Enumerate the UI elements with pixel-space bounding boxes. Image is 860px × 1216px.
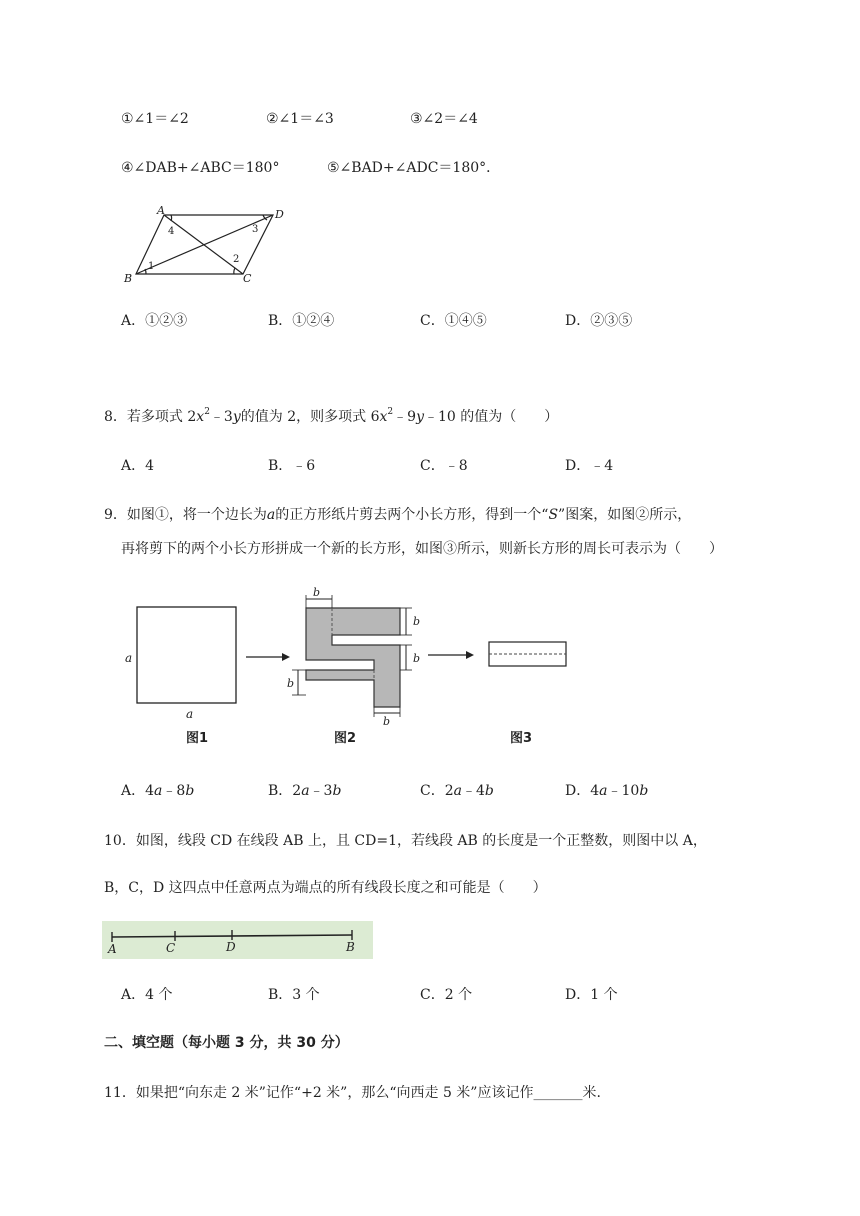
q8-option-c: C．﹣8: [420, 458, 468, 474]
q7-parallelogram-figure: [118, 202, 298, 287]
q9-option-a: A．4a﹣8b: [121, 783, 195, 799]
q10-label-D: D: [226, 940, 236, 954]
q9-caption-fig2: 图2: [334, 731, 357, 746]
q7-label-D: D: [275, 208, 284, 221]
fig1-label-a-bottom: a: [186, 707, 194, 721]
q7-option-c: C．①④⑤: [420, 313, 487, 329]
q7-option-b: B．①②④: [268, 313, 335, 329]
q7-statement-4: ④∠DAB+∠ABC＝180°: [121, 160, 280, 176]
fig2-label-b-right2: b: [413, 652, 421, 665]
q8-option-b: B．﹣6: [268, 458, 316, 474]
q10-label-B: B: [346, 940, 355, 954]
q9-option-d: D．4a﹣10b: [565, 783, 649, 799]
q7-option-d: D．②③⑤: [565, 313, 633, 329]
q9-option-c: C．2a﹣4b: [420, 783, 494, 799]
fig2-label-b-left: b: [287, 677, 295, 690]
q7-label-A: A: [157, 204, 165, 217]
fig2-label-b-bottom: b: [383, 715, 391, 728]
section-2-heading: 二、填空题（每小题 3 分，共 30 分）: [104, 1035, 349, 1051]
q10-segment-figure: [102, 921, 373, 959]
q9-option-b: B．2a﹣3b: [268, 783, 342, 799]
fig2-label-b-right1: b: [413, 615, 421, 628]
q9-question-line2: 再将剪下的两个小长方形拼成一个新的长方形，如图③所示，则新长方形的周长可表示为（ ）: [121, 541, 723, 557]
q10-option-d: D．1 个: [565, 987, 618, 1003]
q7-label-B: B: [124, 272, 133, 285]
q11-question: 11．如果把“向东走 2 米”记作“+2 米”，那么“向西走 5 米”应该记作_______米.: [104, 1085, 601, 1101]
q10-option-a: A．4 个: [121, 987, 173, 1003]
q9-question-line1: 9．如图①，将一个边长为a的正方形纸片剪去两个小长方形，得到一个“S”图案，如图②所示，: [104, 507, 692, 523]
q7-label-1: 1: [148, 261, 155, 272]
q8-option-d: D．﹣4: [565, 458, 614, 474]
q8-question: 8．若多项式 $2x^2﹣3y$的值为 2，则多项式 $6x^2﹣9y﹣10$ 的值为（ ）: [104, 407, 559, 425]
q9-figures: [110, 585, 580, 730]
q7-statement-3: ③∠2＝∠4: [410, 111, 478, 127]
q7-label-2: 2: [233, 254, 240, 265]
q7-statement-2: ②∠1＝∠3: [266, 111, 334, 127]
q7-label-3: 3: [252, 224, 259, 235]
q10-option-c: C．2 个: [420, 987, 473, 1003]
q10-label-A: A: [108, 942, 117, 956]
q7-label-C: C: [243, 272, 252, 285]
q9-caption-fig3: 图3: [510, 731, 533, 746]
q10-question-line2: B，C，D 这四点中任意两点为端点的所有线段长度之和可能是（ ）: [104, 880, 547, 896]
q7-label-4: 4: [168, 226, 175, 237]
q7-option-a: A．①②③: [121, 313, 188, 329]
fig1-label-a-side: a: [125, 651, 133, 665]
q10-question-line1: 10．如图，线段 CD 在线段 AB 上，且 CD=1，若线段 AB 的长度是一个正整数，则图中以 A，: [104, 833, 707, 849]
q7-statement-1: ①∠1＝∠2: [121, 111, 189, 127]
fig2-label-b-top: b: [313, 586, 321, 599]
q9-caption-fig1: 图1: [186, 731, 209, 746]
q10-label-C: C: [166, 941, 176, 955]
q8-option-a: A．4: [121, 458, 155, 474]
q10-option-b: B．3 个: [268, 987, 320, 1003]
q7-statement-5: ⑤∠BAD+∠ADC＝180°．: [327, 160, 501, 176]
